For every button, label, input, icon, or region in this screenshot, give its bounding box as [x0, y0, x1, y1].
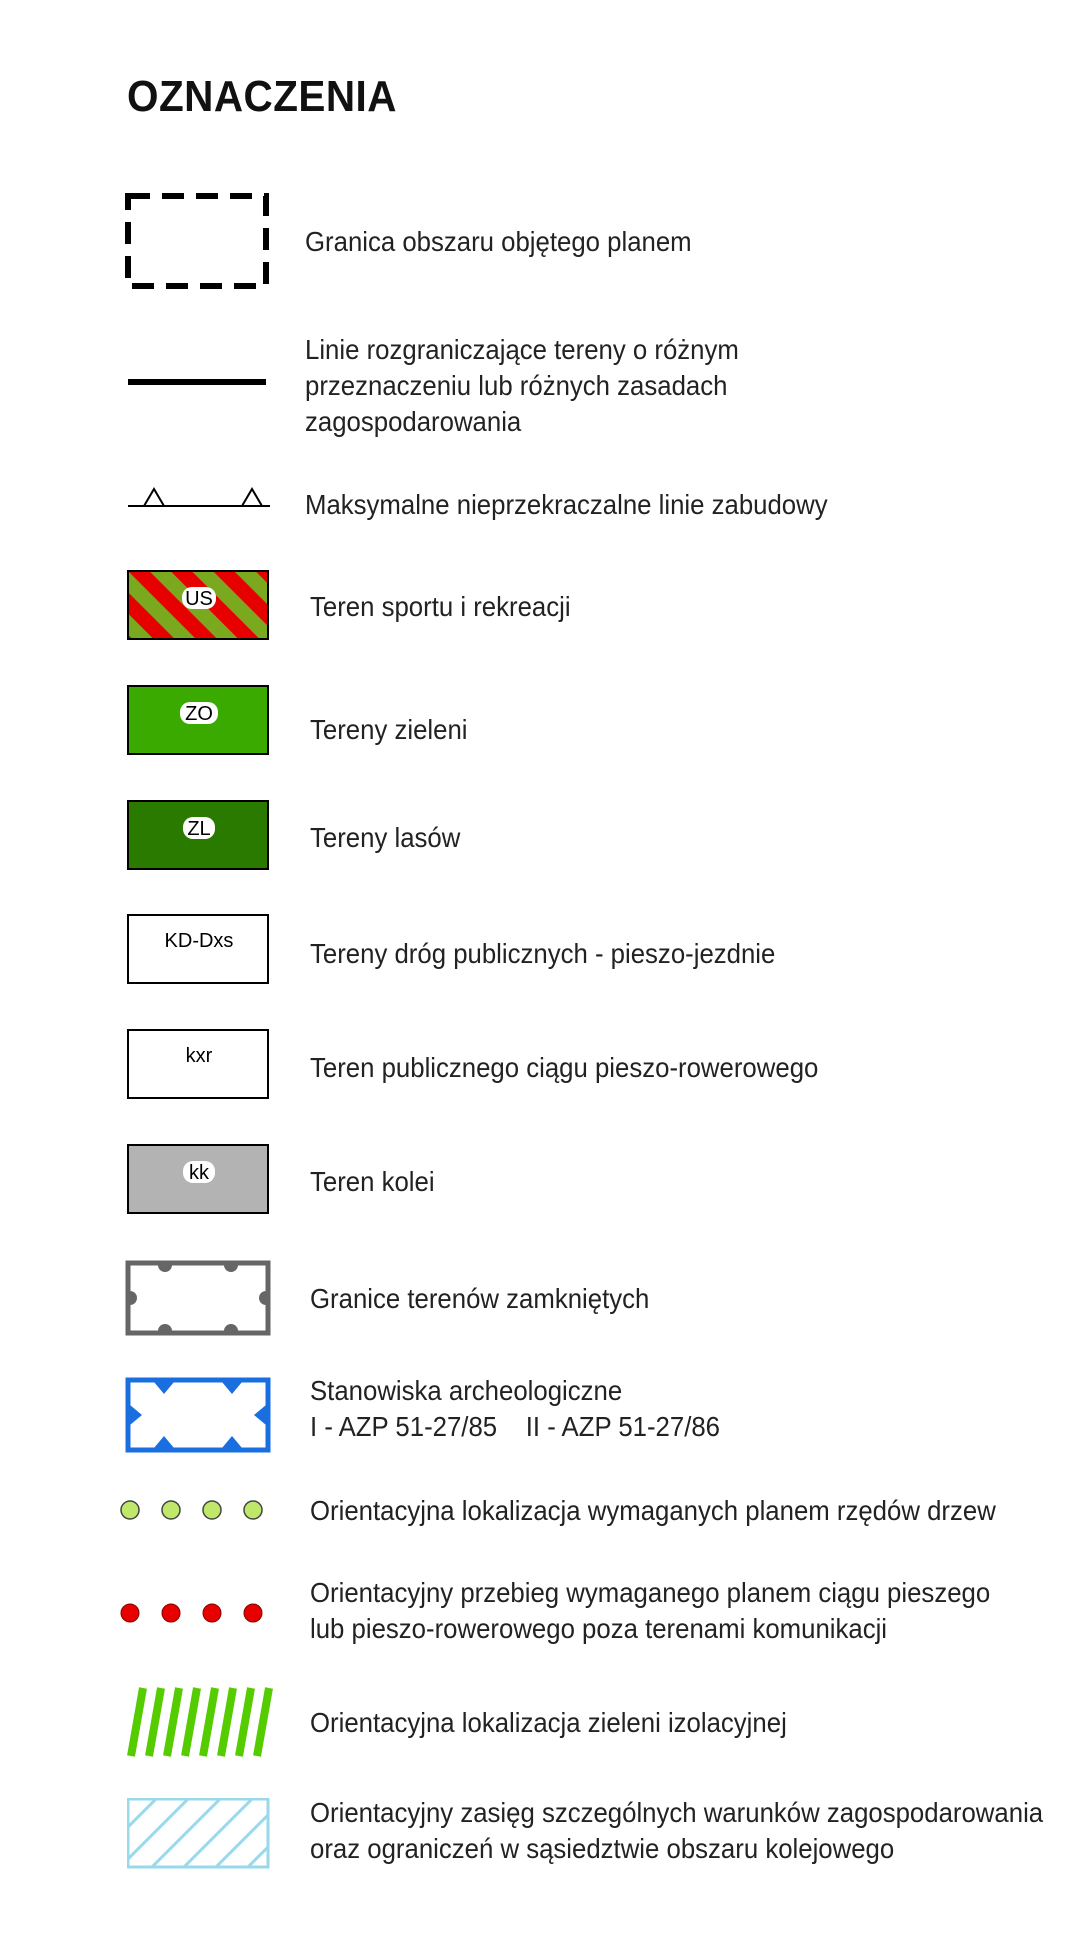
legend-label-forest: Tereny lasów: [310, 822, 461, 853]
sport-area-icon: [127, 570, 271, 642]
code-us: US: [185, 588, 213, 610]
greenery-area-icon: [127, 685, 271, 757]
legend-label-rail-zone: Orientacyjny zasięg szczególnych warunków zagospodarowania oraz ograniczeń w sąsiedztwie obszaru kolejowego: [310, 1797, 1044, 1864]
legend-label-railway: Teren kolei: [310, 1166, 435, 1197]
rail-zone-hatch-icon: [127, 1798, 271, 1870]
legend-label-closed-areas: Granice terenów zamkniętych: [310, 1283, 650, 1314]
isolation-greenery-icon: [127, 1686, 273, 1758]
code-kk: kk: [189, 1162, 209, 1184]
pedestrian-route-dots-icon: [118, 1600, 268, 1626]
railway-area-icon: [127, 1144, 271, 1216]
legend-label-pedestrian-route: Orientacyjny przebieg wymaganego planem ciągu pieszego lub pieszo-rowerowego poza terenami komunikacji: [310, 1577, 991, 1644]
legend-label-sport: Teren sportu i rekreacji: [310, 591, 571, 622]
bike-path-area-icon: [127, 1029, 271, 1101]
code-kd-dxs: KD-Dxs: [164, 930, 234, 952]
tree-row-dots-icon: [118, 1497, 268, 1523]
code-zl: ZL: [187, 818, 211, 840]
code-zo: ZO: [185, 703, 213, 725]
closed-areas-icon: [124, 1259, 274, 1337]
legend-label-bike-path: Teren publicznego ciągu pieszo-rowerowego: [310, 1052, 819, 1083]
building-line-icon: [124, 482, 274, 512]
legend-label-greenery: Tereny zieleni: [310, 714, 468, 745]
code-kxr: kxr: [185, 1045, 213, 1067]
solid-line-icon: [124, 375, 274, 389]
roads-area-icon: [127, 914, 271, 986]
legend-label-demarcation: Linie rozgraniczające tereny o różnym przeznaczeniu lub różnych zasadach zagospodarowania: [305, 334, 739, 437]
legend-label-boundary: Granica obszaru objętego planem: [305, 226, 692, 257]
legend-title: OZNACZENIA: [127, 72, 397, 121]
dashed-boundary-icon: [124, 192, 274, 292]
forest-area-icon: [127, 800, 271, 872]
legend-label-archeology: Stanowiska archeologiczne I - AZP 51-27/85 II - AZP 51-27/86: [310, 1375, 721, 1442]
legend-label-roads: Tereny dróg publicznych - pieszo-jezdnie: [310, 938, 776, 969]
archeology-icon: [124, 1376, 274, 1456]
legend-label-building-line: Maksymalne nieprzekraczalne linie zabudowy: [305, 489, 828, 520]
legend-label-tree-rows: Orientacyjna lokalizacja wymaganych planem rzędów drzew: [310, 1495, 996, 1526]
legend-label-isolation-greenery: Orientacyjna lokalizacja zieleni izolacyjnej: [310, 1707, 787, 1738]
